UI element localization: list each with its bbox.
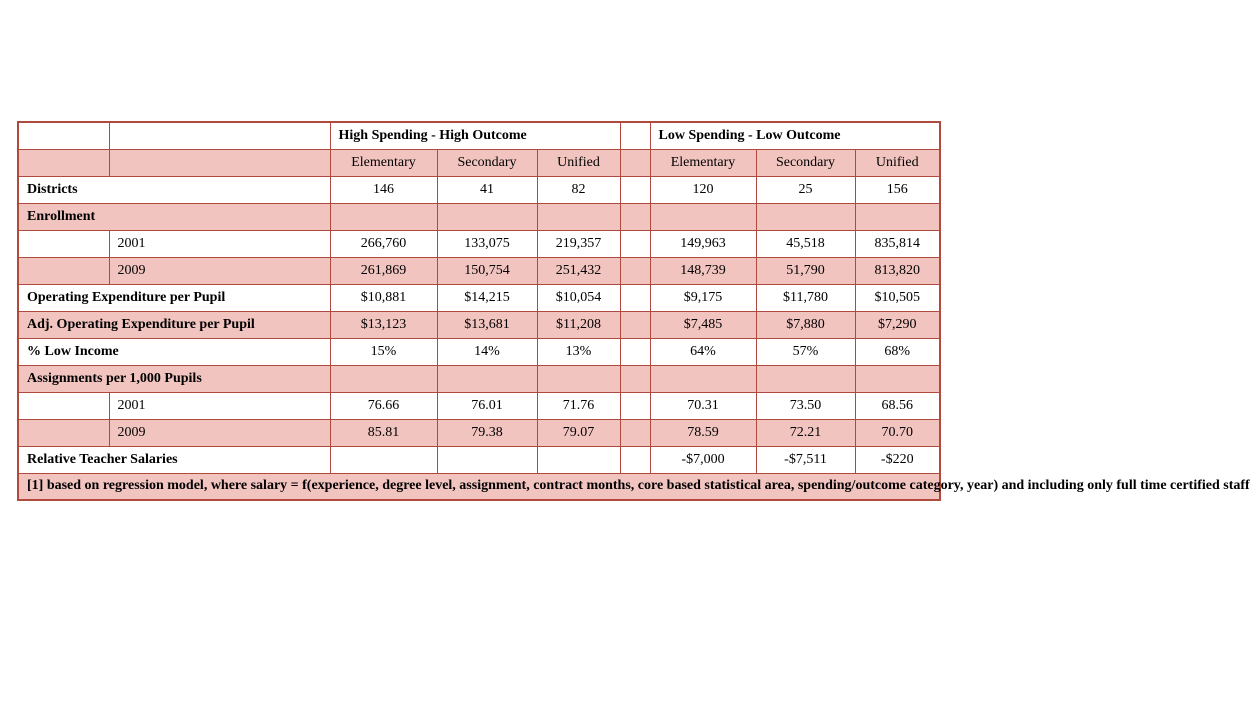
group-low-spending: Low Spending - Low Outcome <box>650 122 940 149</box>
value-cell: 15% <box>330 338 437 365</box>
low-income-row <box>18 338 940 365</box>
value-cell: 149,963 <box>650 230 756 257</box>
spacer-cell <box>620 446 650 473</box>
value-cell: $7,880 <box>756 311 855 338</box>
blank-cell <box>855 203 940 230</box>
value-cell: 71.76 <box>537 392 620 419</box>
value-cell: 57% <box>756 338 855 365</box>
value-cell: $13,681 <box>437 311 537 338</box>
blank-cell <box>756 203 855 230</box>
blank-cell <box>855 365 940 392</box>
value-cell: $10,881 <box>330 284 437 311</box>
subheader-cell: Elementary <box>330 149 437 176</box>
value-cell: 251,432 <box>537 257 620 284</box>
blank-cell <box>18 419 109 446</box>
assignments-2001-row <box>18 392 940 419</box>
blank-cell <box>650 365 756 392</box>
op-expenditure-row <box>18 284 940 311</box>
blank-cell <box>437 203 537 230</box>
corner-cell <box>109 122 330 149</box>
value-cell: $14,215 <box>437 284 537 311</box>
adj-op-expenditure-row <box>18 311 940 338</box>
value-cell: 25 <box>756 176 855 203</box>
subheader-cell: Unified <box>855 149 940 176</box>
row-label: Assignments per 1,000 Pupils <box>18 365 330 392</box>
spacer-cell <box>620 149 650 176</box>
year-label: 2009 <box>109 257 330 284</box>
value-cell: 266,760 <box>330 230 437 257</box>
value-cell: 156 <box>855 176 940 203</box>
group-high-spending: High Spending - High Outcome <box>330 122 620 149</box>
spacer-cell <box>620 419 650 446</box>
blank-cell <box>650 203 756 230</box>
spacer-cell <box>620 230 650 257</box>
value-cell: $10,505 <box>855 284 940 311</box>
value-cell: 13% <box>537 338 620 365</box>
value-cell: -$7,000 <box>650 446 756 473</box>
value-cell: 73.50 <box>756 392 855 419</box>
year-label: 2009 <box>109 419 330 446</box>
row-label: Districts <box>18 176 330 203</box>
subheader-cell: Elementary <box>650 149 756 176</box>
value-cell: 79.07 <box>537 419 620 446</box>
enrollment-row <box>18 203 940 230</box>
spacer-cell <box>620 284 650 311</box>
value-cell: 72.21 <box>756 419 855 446</box>
value-cell: -$220 <box>855 446 940 473</box>
spacer-cell <box>620 176 650 203</box>
spacer-cell <box>620 311 650 338</box>
value-cell: 68% <box>855 338 940 365</box>
salaries-row <box>18 446 940 473</box>
subheader-cell: Secondary <box>437 149 537 176</box>
value-cell <box>437 446 537 473</box>
value-cell: $11,780 <box>756 284 855 311</box>
value-cell: 68.56 <box>855 392 940 419</box>
value-cell: 148,739 <box>650 257 756 284</box>
comparison-table <box>17 121 1250 501</box>
spacer-cell <box>620 203 650 230</box>
value-cell: 51,790 <box>756 257 855 284</box>
value-cell: -$7,511 <box>756 446 855 473</box>
value-cell: 82 <box>537 176 620 203</box>
blank-cell <box>109 149 330 176</box>
value-cell: 79.38 <box>437 419 537 446</box>
blank-cell <box>330 203 437 230</box>
row-label: Adj. Operating Expenditure per Pupil <box>18 311 330 338</box>
value-cell <box>330 446 437 473</box>
blank-cell <box>756 365 855 392</box>
value-cell: 120 <box>650 176 756 203</box>
spacer-cell <box>620 365 650 392</box>
value-cell: $9,175 <box>650 284 756 311</box>
districts-row <box>18 176 940 203</box>
subheader-row <box>18 149 940 176</box>
year-label: 2001 <box>109 392 330 419</box>
subheader-cell: Unified <box>537 149 620 176</box>
value-cell: 45,518 <box>756 230 855 257</box>
blank-cell <box>18 257 109 284</box>
value-cell: 813,820 <box>855 257 940 284</box>
value-cell: 76.66 <box>330 392 437 419</box>
value-cell: $7,485 <box>650 311 756 338</box>
value-cell: $11,208 <box>537 311 620 338</box>
value-cell: $13,123 <box>330 311 437 338</box>
subheader-cell: Secondary <box>756 149 855 176</box>
value-cell: 261,869 <box>330 257 437 284</box>
value-cell: 76.01 <box>437 392 537 419</box>
value-cell: 70.70 <box>855 419 940 446</box>
spacer-cell <box>620 257 650 284</box>
group-header-row <box>18 122 940 149</box>
blank-cell <box>437 365 537 392</box>
value-cell: 14% <box>437 338 537 365</box>
value-cell: $10,054 <box>537 284 620 311</box>
blank-cell <box>537 365 620 392</box>
value-cell <box>537 446 620 473</box>
value-cell: 150,754 <box>437 257 537 284</box>
assignments-2009-row <box>18 419 940 446</box>
row-label: Relative Teacher Salaries <box>18 446 330 473</box>
corner-cell <box>18 122 109 149</box>
value-cell: 219,357 <box>537 230 620 257</box>
value-cell: 85.81 <box>330 419 437 446</box>
value-cell: 133,075 <box>437 230 537 257</box>
footnote: [1] based on regression model, where salary = f(experience, degree level, assignment, contract months, core based statistical area, spending/outcome category, year) and including only full time certified staff <box>18 473 940 500</box>
value-cell: 146 <box>330 176 437 203</box>
spacer-cell <box>620 392 650 419</box>
enrollment-2009-row <box>18 257 940 284</box>
blank-cell <box>18 392 109 419</box>
enrollment-2001-row <box>18 230 940 257</box>
row-label: Operating Expenditure per Pupil <box>18 284 330 311</box>
year-label: 2001 <box>109 230 330 257</box>
value-cell: 70.31 <box>650 392 756 419</box>
row-label: % Low Income <box>18 338 330 365</box>
spacer-cell <box>620 338 650 365</box>
row-label: Enrollment <box>18 203 330 230</box>
blank-cell <box>330 365 437 392</box>
assignments-row <box>18 365 940 392</box>
blank-cell <box>18 230 109 257</box>
blank-cell <box>18 149 109 176</box>
value-cell: 41 <box>437 176 537 203</box>
blank-cell <box>537 203 620 230</box>
footnote-row <box>18 473 940 500</box>
value-cell: $7,290 <box>855 311 940 338</box>
value-cell: 835,814 <box>855 230 940 257</box>
spacer-cell <box>620 122 650 149</box>
value-cell: 64% <box>650 338 756 365</box>
value-cell: 78.59 <box>650 419 756 446</box>
